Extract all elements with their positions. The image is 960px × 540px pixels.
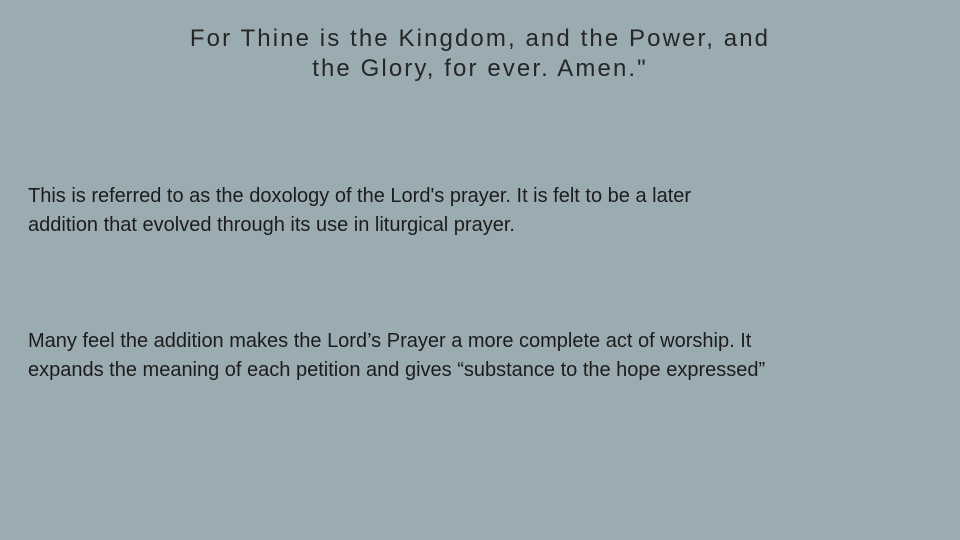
body-paragraph-doxology-line-2: addition that evolved through its use in liturgical prayer. (28, 214, 515, 236)
slide-title-line-2: the Glory, for ever. Amen." (312, 55, 648, 82)
slide-title-line-1: For Thine is the Kingdom, and the Power, and (189, 25, 771, 52)
slide-title (100, 24, 860, 84)
body-paragraph-worship-line-1: Many feel the addition makes the Lord’s Prayer a more complete act of worship. It (28, 330, 752, 352)
body-paragraph-worship (28, 327, 940, 385)
body-paragraph-worship-line-2: expands the meaning of each petition and gives “substance to the hope expressed” (28, 359, 766, 381)
body-paragraph-doxology (28, 182, 940, 240)
body-paragraph-doxology-line-1: This is referred to as the doxology of the Lord's prayer. It is felt to be a later (28, 185, 692, 207)
